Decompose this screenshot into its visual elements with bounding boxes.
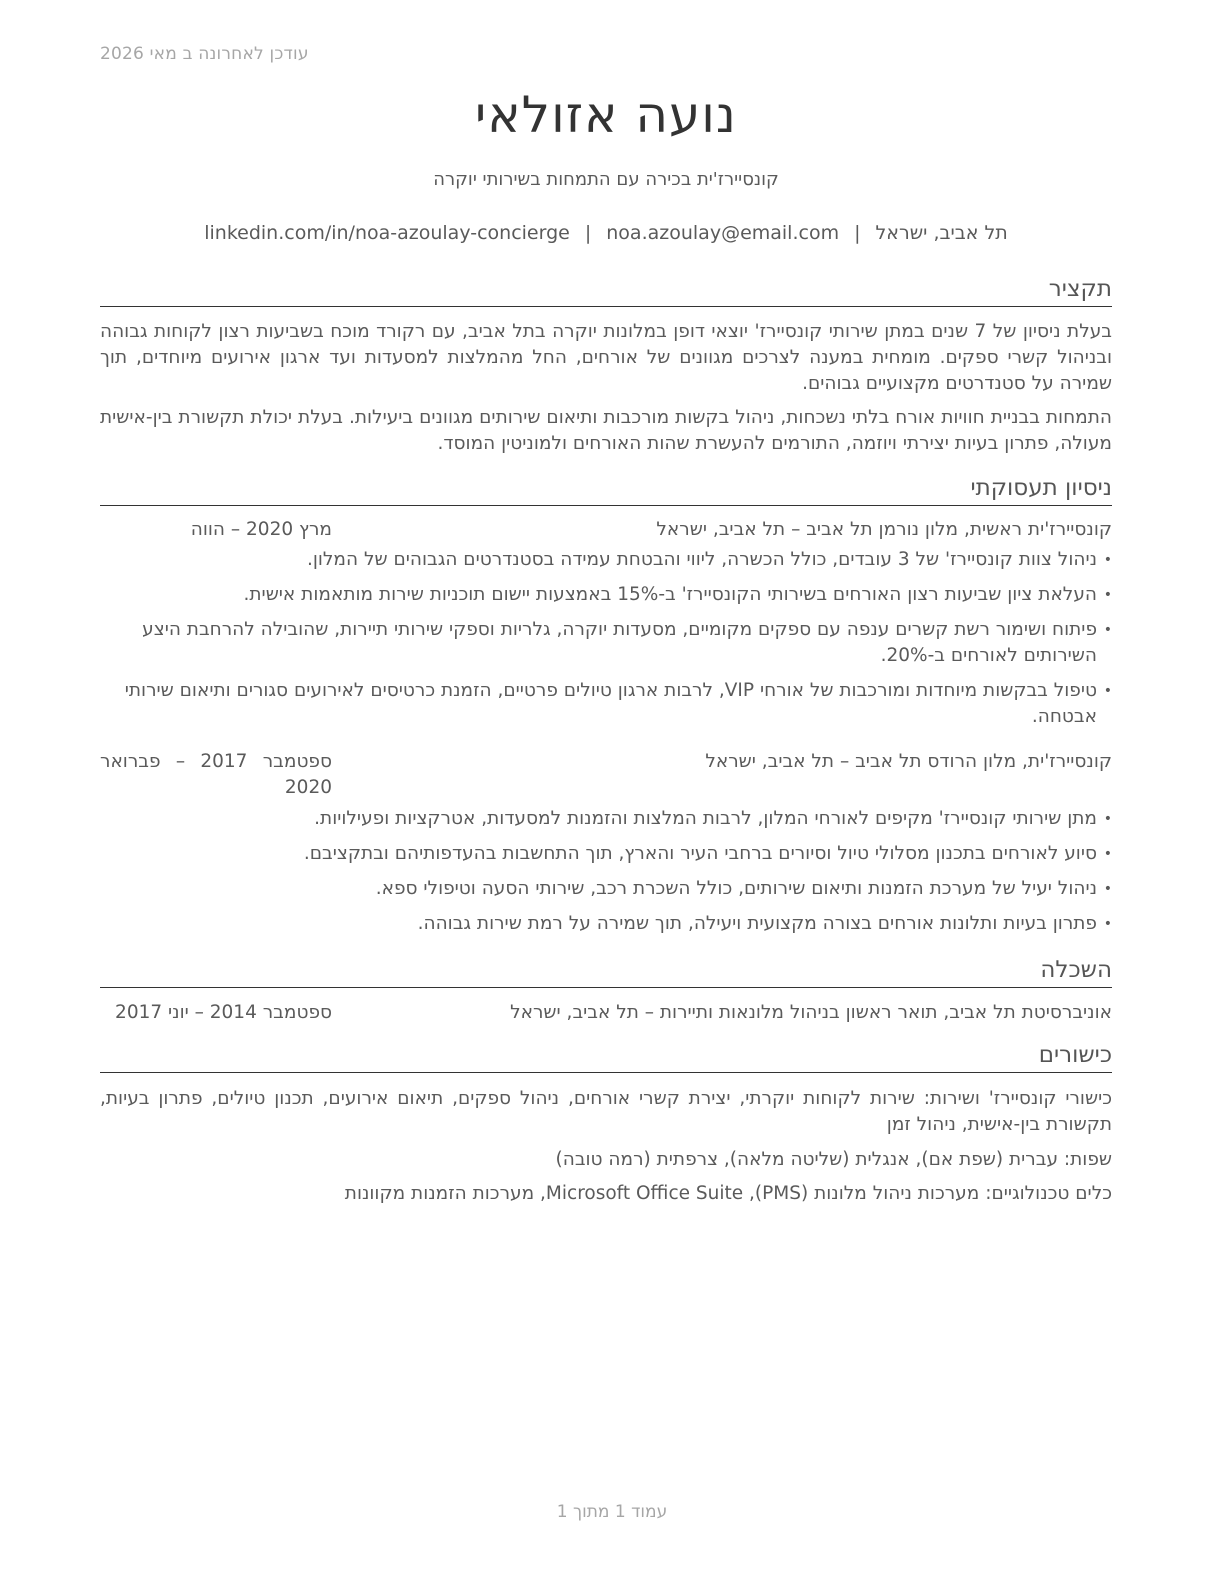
summary-heading: תקציר: [100, 274, 1112, 307]
job-dates: ספטמבר 2017 – פברואר 2020: [100, 751, 332, 798]
skills-tools: כלים טכנולוגיים: מערכות ניהול מלונות (PMS), Microsoft Office Suite, מערכות הזמנות מקוונות: [344, 1183, 1112, 1204]
education-heading: השכלה: [100, 955, 1112, 988]
candidate-headline: קונסיירז'ית בכירה עם התמחות בשירותי יוקרה: [433, 169, 779, 190]
last-updated-note: עודכן לאחרונה ב מאי 2026: [100, 44, 309, 64]
contact-line: [100, 222, 1112, 244]
experience-heading: ניסיון תעסוקתי: [100, 473, 1112, 506]
education-degree: אוניברסיטת תל אביב, תואר ראשון בניהול מלונאות ותיירות – תל אביב, ישראל: [510, 1002, 1112, 1023]
contact-location: תל אביב, ישראל: [875, 222, 1008, 244]
job-bullet: • פתרון בעיות ותלונות אורחים בצורה מקצועית ויעילה, תוך שמירה על רמת שירות גבוהה.: [100, 911, 1112, 937]
job-title: קונסיירז'ית ראשית, מלון נורמן תל אביב – תל אביב, ישראל: [656, 519, 1112, 540]
contact-email[interactable]: noa.azoulay@email.com: [606, 222, 840, 244]
contact-linkedin[interactable]: linkedin.com/in/noa-azoulay-concierge: [204, 222, 570, 244]
job-bullet: • טיפול בבקשות מיוחדות ומורכבות של אורחי VIP, לרבות ארגון טיולים פרטיים, הזמנת כרטיסים לאירועים סגורים ותיאום שירותי אבטחה.: [100, 678, 1112, 730]
job-bullet: • מתן שירותי קונסיירז' מקיפים לאורחי המלון, לרבות המלצות והזמנות למסעדות, אטרקציות ופעילויות.: [100, 806, 1112, 832]
skills-concierge: כישורי קונסיירז' ושירות: שירות לקוחות יוקרתי, יצירת קשרי אורחים, ניהול ספקים, תיאום אירועים, תכנון טיולים, פתרון בעיות, תקשורת בין-אישית, ניהול זמן: [100, 1088, 1112, 1135]
candidate-name: נועה אזולאי: [475, 86, 737, 144]
contact-separator: |: [854, 222, 861, 244]
job-bullet: • פיתוח ושימור רשת קשרים ענפה עם ספקים מקומיים, מסעדות יוקרה, גלריות וספקי שירותי תיירות, שהובילה להרחבת היצע השירותים לאורחים ב-20%.: [100, 617, 1112, 669]
skills-languages: שפות: עברית (שפת אם), אנגלית (שליטה מלאה), צרפתית (רמה טובה): [555, 1149, 1112, 1170]
job-bullet: • ניהול צוות קונסיירז' של 3 עובדים, כולל הכשרה, ליווי והבטחת עמידה בסטנדרטים הגבוהים של המלון.: [100, 547, 1112, 573]
job-bullets: [100, 547, 1112, 739]
job-title: קונסיירז'ית, מלון הרודס תל אביב – תל אביב, ישראל: [705, 751, 1112, 772]
skills-heading: כישורים: [100, 1040, 1112, 1073]
page-number: עמוד 1 מתוך 1: [556, 1502, 668, 1522]
contact-separator: |: [584, 222, 592, 244]
job-bullet: • העלאת ציון שביעות רצון האורחים בשירותי הקונסיירז' ב-15% באמצעות יישום תוכניות שירות מותאמות אישית.: [100, 582, 1112, 608]
job-bullets: [100, 806, 1112, 946]
job-bullet: • ניהול יעיל של מערכת הזמנות ותיאום שירותים, כולל השכרת רכב, שירותי הסעה וטיפולי ספא.: [100, 876, 1112, 902]
job-bullet: • סיוע לאורחים בתכנון מסלולי טיול וסיורים ברחבי העיר והארץ, תוך התחשבות בהעדפותיהם ובתקציבם.: [100, 841, 1112, 867]
summary-paragraph-1: בעלת ניסיון של 7 שנים במתן שירותי קונסיירז' יוצאי דופן במלונות יוקרה בתל אביב, עם רקורד מוכח בשביעות רצון לקוחות גבוהה ובניהול קשרי ספקים. מומחית במענה לצרכים מגוונים של אורחים, החל מהמלצות למסעדות ועד ארגון אירועים מיוחדים, תוך שמירה על סטנדרטים מקצועיים גבוהים.: [100, 321, 1112, 394]
job-dates: מרץ 2020 – הווה: [190, 519, 332, 540]
education-dates: ספטמבר 2014 – יוני 2017: [115, 1002, 332, 1023]
summary-paragraph-2: התמחות בבניית חוויות אורח בלתי נשכחות, ניהול בקשות מורכבות ותיאום שירותים מגוונים ביעילות. בעלת יכולת תקשורת בין-אישית מעולה, פתרון בעיות יצירתי ויוזמה, התורמים להעשרת שהות האורחים ולמוניטין המוסד.: [100, 407, 1112, 454]
